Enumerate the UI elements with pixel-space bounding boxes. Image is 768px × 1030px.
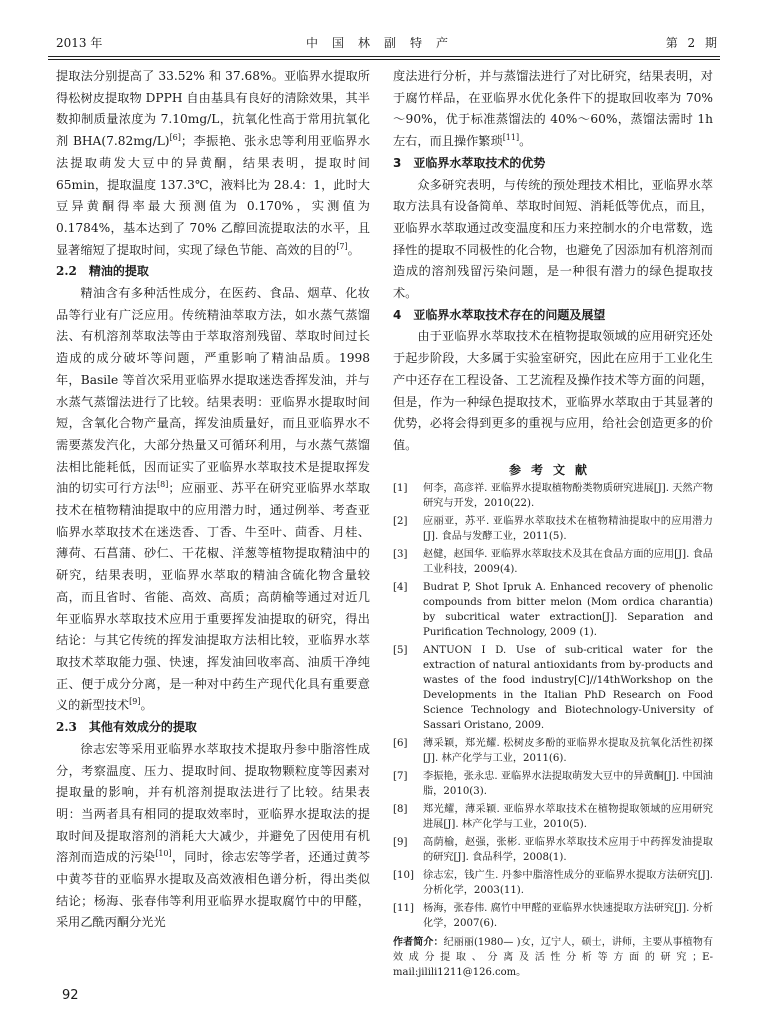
citation[interactable]: [8] xyxy=(157,480,169,490)
citation[interactable]: [11] xyxy=(502,133,520,143)
section-heading-2-2: 2.2 精油的提取 xyxy=(56,264,149,279)
running-header xyxy=(48,34,720,54)
header-rule xyxy=(48,56,720,60)
page-number: 92 xyxy=(62,988,79,1003)
header-year: 2013 年 xyxy=(56,36,103,50)
reference-item xyxy=(393,514,713,544)
reference-text: 薄采颖，郑光耀. 松树皮多酚的亚临界水提取及抗氧化活性初探[J]. 林产化学与工业，2011(6). xyxy=(423,737,713,764)
paragraph-essential-oil: 精油含有多种活性成分，在医药、食品、烟草、化妆品等行业有广泛应用。传统精油萃取方法，如水蒸气蒸馏法、有机溶剂萃取法等由于萃取溶剂残留、萃取时间过长造成的成分破坏等问题，严重影响了精油品质。1998 年，Basile 等首次采用亚临界水提取迷迭香挥发油，并与水蒸气蒸馏法进行了比较。结果表明：亚临界水提取时间短，含氧化合物产量高，挥发油质量好，而且亚临界水不需要蒸发汽化，大部分热量又可循环利用，与水蒸气蒸馏法相比能耗低，因而证实了亚临界水萃取技术是提取挥发油的切实可行方法[8]；应丽亚、苏平在研究亚临界水萃取技术在植物精油提取中的应用潜力时，通过例举、考查亚临界水萃取技术在迷迭香、丁香、牛至叶、茴香、月桂、薄荷、石菖蒲、砂仁、干花椒、洋葱等植物提取精油中的研究，结果表明，亚临界水萃取的精油含硫化物含量较高，而且省时、省能、高效、高质；高荫榆等通过对近几年亚临界水萃取技术应用于重要挥发油提取的研究，得出结论：与其它传统的挥发油提取方法相比较，亚临界水萃取技术萃取能力强、快速，挥发油回收率高、油质干净纯正、便于成分分离，是一种对中药生产现代化具有重要意义的新型技术[9]。 xyxy=(56,286,371,713)
reference-number: [10] xyxy=(393,869,414,881)
paragraph-advantages: 众多研究表明，与传统的预处理技术相比，亚临界水萃取方法具有设备简单、萃取时间短、消耗低等优点，而且，亚临界水萃取通过改变温度和压力来控制水的介电常数，选择性的提取不同极性的化合物，也避免了因添加有机溶剂而造成的溶剂残留污染问题，是一种很有潜力的绿色提取技术。 xyxy=(393,177,713,301)
reference-item xyxy=(393,769,713,799)
reference-text: ANTUON I D. Use of sub-critical water for the extraction of natural antioxidants from by-products and wastes of the food industry[C]//14thWorkshop on the Developments in the Italian PhD Research on Food Science Technology and Biotechnology-University of Sassari Oristano, 2009. xyxy=(423,644,713,731)
citation[interactable]: [10] xyxy=(155,849,172,859)
paragraph-other-components: 徐志宏等采用亚临界水萃取技术提取丹参中脂溶性成分，考察温度、压力、提取时间、提取物颗粒度等因素对提取量的影响，并有机溶剂提取法进行了比较。结果表明：当两者具有相同的提取效率时，亚临界水提取法的提取时间及提取溶剂的消耗大大减少，并避免了因使用有机溶剂而造成的污染[10]，同时，徐志宏等学者，还通过黄芩中黄芩苷的亚临界水提取及高效液相色谱分析，得出类似结论；杨海、张春伟等利用亚临界水提取腐竹中的甲醛，采用乙酰丙酮分光光 xyxy=(56,741,371,930)
reference-item xyxy=(393,736,713,766)
paragraph-continued: 度法进行分析，并与蒸馏法进行了对比研究，结果表明，对于腐竹样品，在亚临界水优化条件下的提取回收率为 70%～90%，优于标准蒸馏法的 40%～60%，蒸馏法需时 1h 左右，而且操作繁琐[11]。 xyxy=(393,69,713,149)
reference-number: [1] xyxy=(393,482,408,494)
reference-number: [7] xyxy=(393,770,408,782)
reference-item xyxy=(393,901,713,931)
right-column xyxy=(393,66,713,980)
reference-item xyxy=(393,802,713,832)
reference-number: [5] xyxy=(393,644,408,656)
author-bio: 作者简介：纪丽丽(1980— )女，辽宁人，硕士，讲师，主要从事植物有效成分提取、分离及活性分析等方面的研究；E-mail:jilili1211@126.com。 xyxy=(393,936,713,978)
section-heading-4: 4 亚临界水萃取技术存在的问题及展望 xyxy=(393,307,606,322)
paragraph-outlook: 由于亚临界水萃取技术在植物提取领域的应用研究还处于起步阶段，大多属于实验室研究，因此在应用于工业化生产中还存在工程设备、工艺流程及操作技术等方面的问题，但是，作为一种绿色提取技术，亚临界水萃取由于其显著的优势，必将会得到更多的重视与应用，给社会创造更多的价值。 xyxy=(393,329,713,452)
citation[interactable]: [6] xyxy=(169,133,181,143)
reference-number: [2] xyxy=(393,515,408,527)
section-heading-2-3: 2.3 其他有效成分的提取 xyxy=(56,720,197,735)
citation[interactable]: [9] xyxy=(129,697,141,707)
citation[interactable]: [7] xyxy=(336,241,348,251)
reference-text: 高荫榆，赵强，张彬. 亚临界水萃取技术应用于中药挥发油提取的研究[J]. 食品科学，2008(1). xyxy=(423,836,713,863)
reference-number: [6] xyxy=(393,737,408,749)
reference-number: [4] xyxy=(393,581,408,593)
reference-text: 李振艳，张永忠. 亚临界水法提取萌发大豆中的异黄酮[J]. 中国油脂，2010(3). xyxy=(423,770,713,797)
reference-item xyxy=(393,580,713,640)
reference-text: 赵健，赵国华. 亚临界水萃取技术及其在食品方面的应用[J]. 食品工业科技，2009(4). xyxy=(423,548,713,575)
reference-item xyxy=(393,868,713,898)
section-heading-3: 3 亚临界水萃取技术的优势 xyxy=(393,155,546,170)
header-journal-title: 中国林副特产 xyxy=(305,36,462,50)
paragraph-2-1-continued: 提取法分别提高了 33.52% 和 37.68%。亚临界水提取所得松树皮提取物 DPPH 自由基具有良好的清除效果，其半数抑制质量浓度为 7.10mg/L，抗氧化性高于常用抗氧化剂 BHA(7.82mg/L)[6]；李振艳、张永忠等利用亚临界水法提取萌发大豆中的异黄酮，结果表明，提取时间 65min，提取温度 137.3℃，液料比为 28.4：1，此时大豆异黄酮得率最大预测值为 0.170%，实测值为 0.1784%，基本达到了 70% 乙醇回流提取法的水平，且显著缩短了提取时间，实现了绿色节能、高效的目的[7]。 xyxy=(56,69,371,257)
reference-list xyxy=(393,481,713,931)
reference-text: 应丽亚，苏平. 亚临界水萃取技术在植物精油提取中的应用潜力[J]. 食品与发酵工业，2011(5). xyxy=(423,515,713,542)
reference-text: 何李，高彦祥. 亚临界水提取植物酚类物质研究进展[J]. 天然产物研究与开发，2010(22). xyxy=(423,482,713,509)
reference-item xyxy=(393,835,713,865)
header-issue: 第 2 期 xyxy=(665,36,720,50)
reference-text: 杨海，张春伟. 腐竹中甲醛的亚临界水快速提取方法研究[J]. 分析化学，2007(6). xyxy=(423,902,713,929)
reference-item xyxy=(393,481,713,511)
references-title: 参考文献 xyxy=(508,462,597,477)
reference-text: 徐志宏，钱广生. 丹参中脂溶性成分的亚临界水提取方法研究[J]. 分析化学，2003(11). xyxy=(423,869,713,896)
left-column xyxy=(56,66,370,934)
reference-text: 郑光耀，薄采颖. 亚临界水萃取技术在植物提取领域的应用研究进展[J]. 林产化学与工业，2010(5). xyxy=(423,803,713,830)
reference-text: Budrat P, Shot Ipruk A. Enhanced recovery of phenolic compounds from bitter melon (Mom ordica charantia) by subcritical water extraction[J]. Separation and Purification Technology, 2009 (1). xyxy=(423,581,713,638)
reference-item xyxy=(393,547,713,577)
reference-number: [3] xyxy=(393,548,408,560)
reference-number: [9] xyxy=(393,836,408,848)
reference-item xyxy=(393,643,713,733)
reference-number: [11] xyxy=(393,902,414,914)
reference-number: [8] xyxy=(393,803,408,815)
